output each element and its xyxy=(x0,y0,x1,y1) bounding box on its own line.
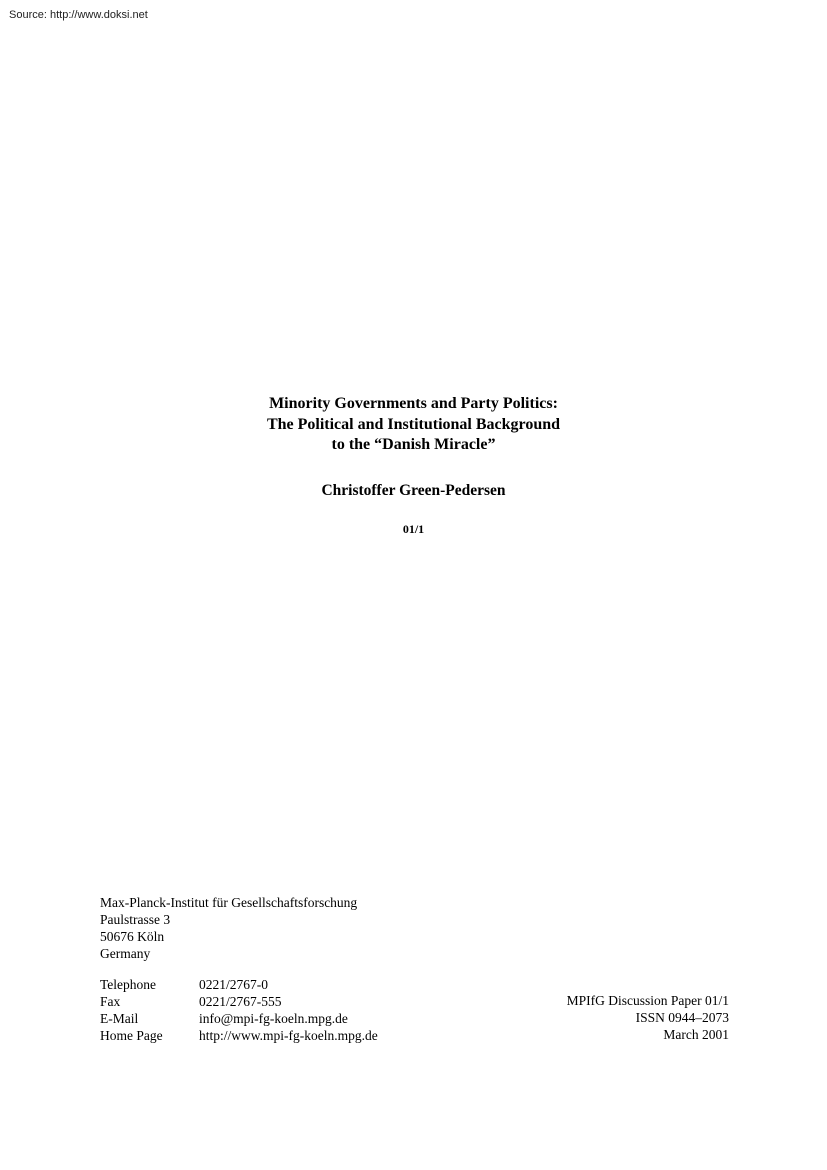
contact-row-fax xyxy=(100,993,378,1010)
contact-row-homepage xyxy=(100,1027,378,1044)
contact-label: Home Page xyxy=(100,1028,163,1043)
contact-label: E-Mail xyxy=(100,1011,139,1026)
street: Paulstrasse 3 xyxy=(100,912,171,927)
contact-value: http://www.mpi-fg-koeln.mpg.de xyxy=(199,1028,378,1043)
title-line-1: Minority Governments and Party Politics: xyxy=(269,395,558,412)
publication-date: March 2001 xyxy=(663,1027,729,1042)
contact-label: Fax xyxy=(100,994,121,1009)
contact-value: 0221/2767-555 xyxy=(199,994,282,1009)
contact-value: 0221/2767-0 xyxy=(199,977,268,992)
paper-number: 01/1 xyxy=(402,522,425,536)
contact-label: Telephone xyxy=(100,977,157,992)
contact-list xyxy=(100,976,378,1044)
title-line-2: The Political and Institutional Background xyxy=(266,415,561,433)
contact-row-email xyxy=(100,1010,378,1027)
institute-address xyxy=(100,894,357,962)
author-name: Christoffer Green-Pedersen xyxy=(321,482,506,499)
series-name: MPIfG Discussion Paper 01/1 xyxy=(566,993,729,1008)
country: Germany xyxy=(100,946,151,961)
city: 50676 Köln xyxy=(100,929,165,944)
publication-info xyxy=(567,992,729,1043)
institute-name: Max-Planck-Institut für Gesellschaftsforschung xyxy=(100,895,358,910)
contact-value: info@mpi-fg-koeln.mpg.de xyxy=(199,1011,348,1026)
contact-row-telephone xyxy=(100,976,378,993)
issn: ISSN 0944–2073 xyxy=(635,1010,729,1025)
source-watermark: Source: http://www.doksi.net xyxy=(9,9,148,21)
title-line-3: to the “Danish Miracle” xyxy=(331,436,496,453)
document-title xyxy=(0,394,827,456)
